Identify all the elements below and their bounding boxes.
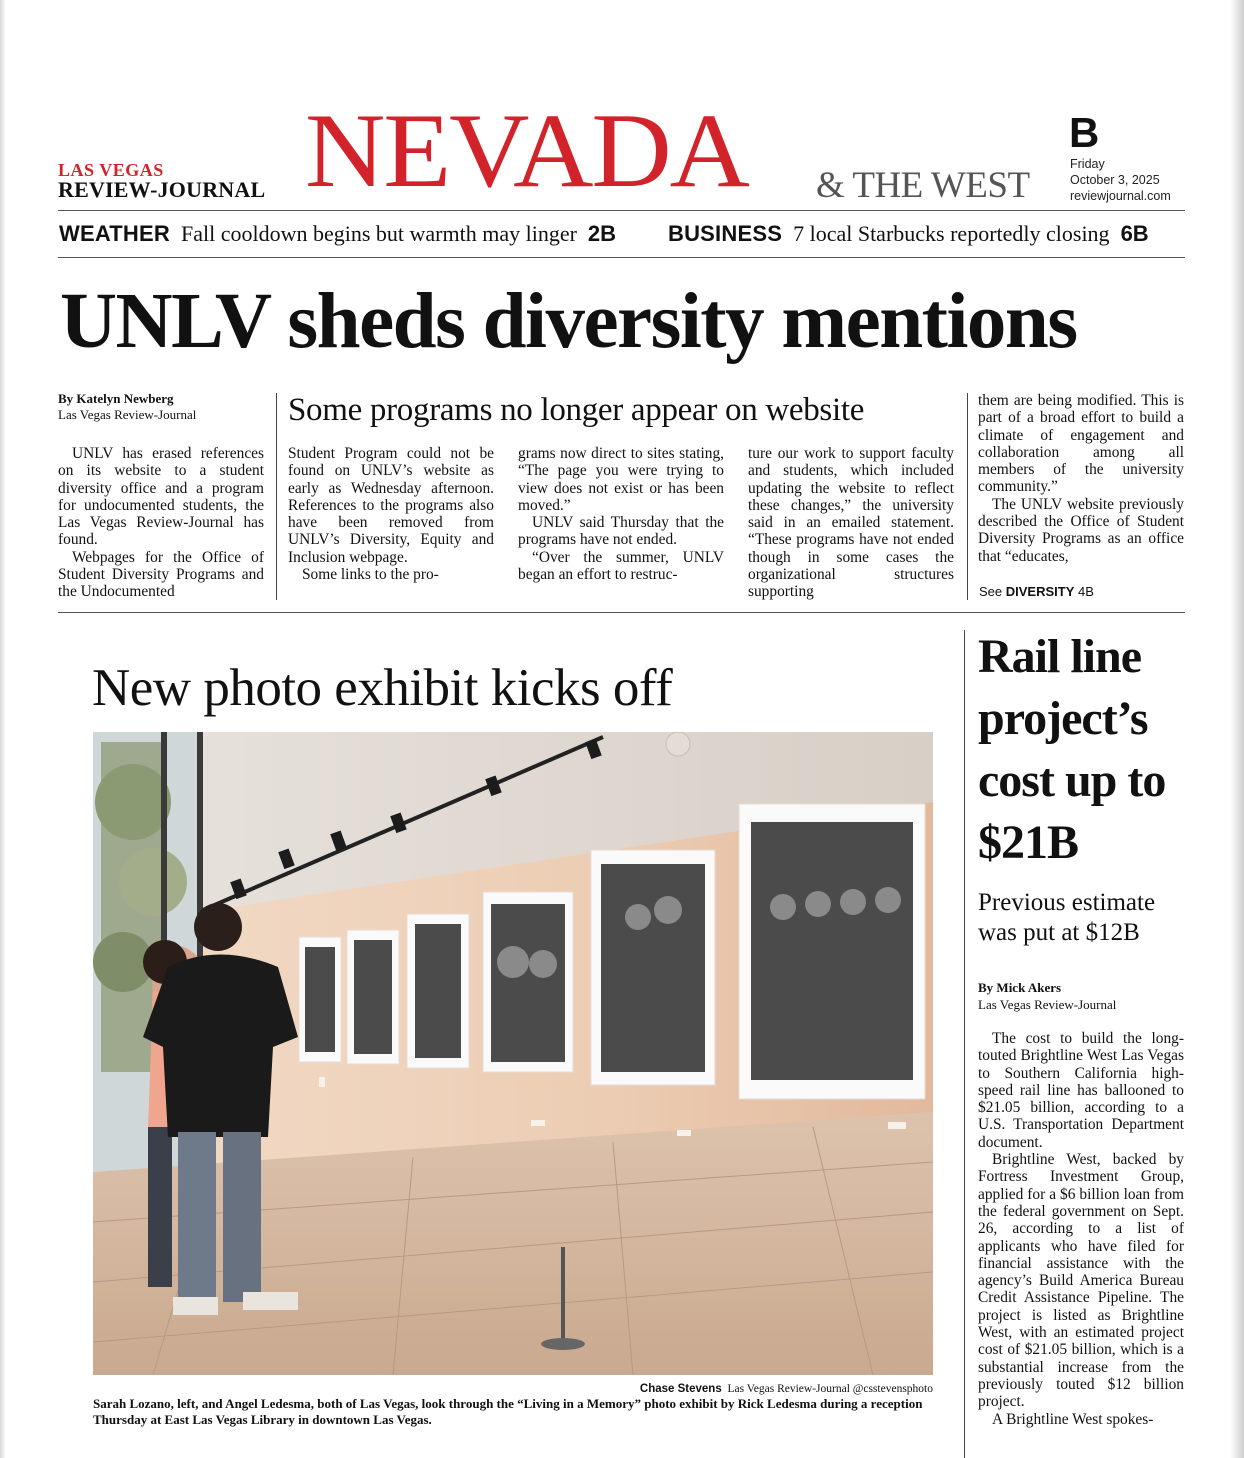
teaser-text: Fall cooldown begins but warmth may linger (180, 221, 577, 246)
teaser-weather[interactable] (59, 219, 616, 249)
paragraph: Student Program could not be found on UNLV’s website as early as Wednesday afternoon. References to the programs also have been removed from UNLV’s Diversity, Equity and Inclusion webpage. (288, 445, 494, 566)
lead-column-1 (58, 445, 264, 601)
teaser-page: 2B (587, 221, 617, 246)
paragraph: UNLV has erased references on its website to a student diversity office and a program for undocumented students, the Las Vegas Review-Journal has found. (58, 445, 264, 549)
masthead-rule (58, 210, 1185, 211)
rail-author: By Mick Akers (978, 980, 1062, 995)
rail-column (978, 1030, 1184, 1428)
photographer: Chase Stevens (639, 1383, 722, 1395)
lead-byline (58, 391, 196, 423)
lead-column-2 (288, 445, 494, 583)
lead-subhead: Some programs no longer appear on website (288, 392, 865, 428)
lead-column-5 (978, 392, 1184, 565)
lead-column-4 (748, 445, 954, 601)
paragraph: A Brightline West spokes- (992, 1410, 1154, 1428)
rail-column-divider (964, 630, 965, 1458)
section-letter: B (1069, 109, 1100, 156)
lead-outlet: Las Vegas Review-Journal (58, 407, 197, 422)
lead-column-3 (518, 445, 724, 583)
page-edge-left (0, 0, 6, 1458)
paragraph: ture our work to support faculty and students, which included updating the website to reflect these changes,” the university said in an emailed statement. “These programs have not ended though in some cases the organizational structures supporting (748, 445, 954, 601)
paragraph: Some links to the pro- (302, 566, 439, 584)
dateline-website[interactable]: reviewjournal.com (1070, 189, 1171, 203)
paragraph: UNLV said Thursday that the programs have not ended. (518, 514, 724, 549)
rail-outlet: Las Vegas Review-Journal (978, 997, 1117, 1012)
page-edge-right (1230, 0, 1244, 1458)
paragraph: Webpages for the Office of Student Diversity Programs and the Undocumented (58, 548, 264, 601)
column-divider (276, 393, 277, 600)
photo-caption: Sarah Lozano, left, and Angel Ledesma, both of Las Vegas, look through the “Living in a Memory” photo exhibit by Rick Ledesma during a reception Thursday at East Las Vegas Library in downtown Las Vegas. (93, 1396, 923, 1427)
dateline-day: Friday (1070, 157, 1105, 171)
rail-deck: Previous estimate was put at $12B (978, 889, 1156, 946)
photo-headline: New photo exhibit kicks off (92, 659, 673, 717)
lead-author: By Katelyn Newberg (58, 391, 174, 406)
credit-outlet: Las Vegas Review-Journal @csstevensphoto (727, 1383, 933, 1395)
story-rule (58, 612, 1185, 613)
teaser-label: BUSINESS (668, 221, 783, 246)
jump-page: 4B (1078, 584, 1094, 599)
dateline-date: October 3, 2025 (1070, 173, 1160, 187)
column-divider (967, 393, 968, 600)
teaser-label: WEATHER (59, 221, 170, 246)
dateline (1070, 156, 1171, 204)
section-title: NEVADA (305, 92, 748, 209)
rail-headline: Rail line project’s cost up to $21B (978, 630, 1166, 869)
exhibit-photo-art (93, 732, 933, 1375)
paragraph: Brightline West, backed by Fortress Investment Group, applied for a $6 billion loan from the federal government on Sept. 26, according to a list of applicants who have filed for financial assistance with the agency’s Build America Bureau Credit Assistance Pipeline. The project is listed as Brightline West, with an estimated project cost of $21.05 billion, which is a substantial increase from the previously touted $12 billion project. (978, 1151, 1184, 1411)
jump-word: DIVERSITY (1005, 584, 1075, 599)
paragraph: grams now direct to sites stating, “The page you were trying to view does not exist or has been moved.” (518, 445, 724, 514)
paper-name-bottom: REVIEW-JOURNAL (58, 177, 266, 202)
rail-byline (978, 979, 1116, 1013)
paper-name-top: LAS VEGAS (58, 160, 164, 180)
photo-credit (93, 1382, 933, 1396)
exhibit-photo (93, 732, 933, 1375)
paragraph: them are being modified. This is part of a broad effort to build a climate of engagement and collaboration among all members of the university community.” (978, 392, 1184, 496)
paragraph: “Over the summer, UNLV began an effort to restruc- (518, 548, 724, 584)
paragraph: The UNLV website previously described the Office of Student Diversity Programs as an office that “educates, (978, 495, 1184, 565)
teaser-business[interactable] (668, 219, 1149, 249)
lead-headline: UNLV sheds diversity mentions (60, 278, 1077, 365)
section-subtitle: & THE WEST (816, 165, 1030, 206)
teaser-text: 7 local Starbucks reportedly closing (793, 221, 1110, 246)
jump-line[interactable] (979, 584, 1094, 599)
teaser-page: 6B (1120, 221, 1149, 246)
paragraph: The cost to build the long-touted Brightline West Las Vegas to Southern California high-speed rail line has ballooned to $21.05 billion, according to a U.S. Transportation Department document. (978, 1030, 1184, 1151)
jump-see: See (979, 584, 1003, 599)
teaser-rule (58, 257, 1185, 258)
